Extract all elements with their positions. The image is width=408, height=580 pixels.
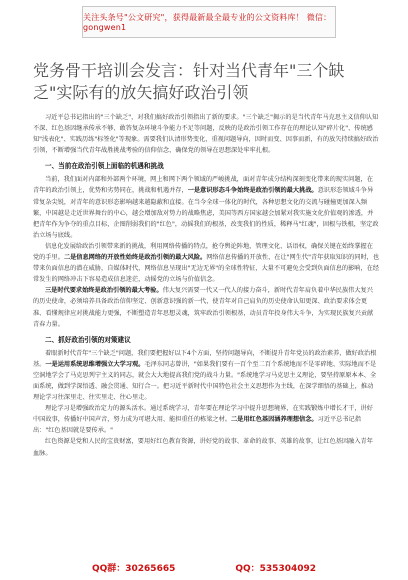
document-title: 党务骨干培训会发言：针对当代青年"三个缺乏"实际有的放矢搞好政治引领: [33, 61, 345, 102]
section-heading-1: 一、当前在政治引领上面临的机遇和挑战: [45, 162, 164, 171]
qq-text: QQ：535304092: [235, 563, 317, 574]
text-run: 伟大复兴需要一代又一代人的接力奋斗，新时代青年肩负着中华民族伟大复兴的历史使命，必须培养具备政治信仰坚定、创新意识强的新一代，使青年对自己肩负的历史使命认知更深、政治要求体会更准、看懂规律应对挑战能力更强，不断塑造青年思想灵魂，筑牢政治引领根基，动员青年投身伟大斗争，为实现民族复兴贡献青春力量。: [33, 287, 374, 328]
bold-run: 三是时代要求始终是政治引领的最大考验。: [45, 287, 163, 295]
section2-paragraph-2: [33, 403, 379, 436]
text-run: 毛泽东同志曾讲，"如果我们要有一百个至二百个系统地而不是零碎地、实际地而不是空洞地学会了马克思列宁主义的同志，就会大大地提高我们党的战斗力量。"系统地学习马克思主义理论，要坚持原原本本、全面系统，做到学深悟透、融会贯通、知行合一。把习近平新时代中国特色社会主义思想作为主线，在深学细悟的基础上，推动理论学习往深里走、往实里走、往心里走。: [33, 360, 377, 402]
document-body: [33, 112, 379, 459]
intro-paragraph: 习近平总书记指出的"三个缺乏"，对我们搞好政治引领指出了新的要求。"三个缺乏"揭示的是当代青年马克思主义信仰认知不深、红色基因继承传承不够、敢答复杂环境斗争能力不足等问题，反映的是政治引领工作存在的理论认知"碎片化"、传统感知"浅表化"、实践历练"标签化"等现象。需要我们认清形势变化，重视问题导向，因时而变、因事而新，有的放矢持续搞好政治引领，不断增强当代青年战胜挑战考验的信仰信念，确保党的领导在思想深处牢牢扎根。: [33, 114, 379, 155]
banner-text: 关注头条号"公文研究"，获得最新最全最专业的公文资料库！ 微信：gongwen1: [83, 13, 332, 32]
text-run: 习近平总书记指出："红色基因就是要传承。": [33, 416, 361, 435]
text-run: 着眼新时代青年"三个缺乏"问题，我们要把握好以下4个方面，坚持问题导向，不断提升青年党员的政治素养，做好政治根基。: [33, 349, 377, 368]
section1-paragraph-2: [33, 241, 379, 285]
text-run: 理论学习是增强政治定力的源头活水。通过系统学习，青年要在理论学习中提升思想境界，在实践锻炼中增长才干，讲好中国故事，传播好中国声音，努力成为可堪大用、能担重任的栋梁之材。: [33, 405, 373, 424]
bold-run: 一是运用系统思维增强立大学习观。: [45, 360, 145, 368]
footer-contacts: [0, 556, 408, 578]
bold-run: 二是用红色基因涵养理想信念。: [231, 416, 318, 424]
qq-group-text: QQ群：30265665: [91, 563, 176, 574]
section1-paragraph-1: [33, 174, 379, 241]
section1-paragraph-3: [33, 285, 379, 329]
bold-run: 一是意识形态斗争始终是政治引领的最大挑战。: [187, 187, 318, 195]
bold-run: 二是信息网络的开放性始终是政治引领的最大风险。: [63, 254, 207, 262]
text-run: 当前，我们面对内部和外部两个环境，网上和网下两个领域的严峻挑战，面对青年成分结构深刻变化带来的现实问题，在青年的政治引领上，优势和劣势同在，挑战和机遇并存，: [33, 176, 373, 195]
text-run: 网络信息传播的开放性，在让"网生代"青年获取知识的同时，也带来负面信息的潜在威胁，自媒体时代，网络信息呈现出"无边无界"的全球性特征，大量不可避免会受到负面信息的影响，在经常发生的网络冲击下容易造成信息迷茫，动摇党的立场与价值信念。: [33, 254, 380, 284]
section2-paragraph-1: [33, 348, 379, 403]
section-heading-2: 二、抓好政治引领的对策建议: [45, 335, 131, 344]
text-run: 意识形态领域斗争异常复杂尖锐，对青年的意识形态影响越来越隐蔽和直接。在当今全球一体化的时代，各种思想文化的交流与碰撞更加深入频繁，中国越是走近世界舞台的中心，越会增加敌对势力的战略焦虑，美国等西方国家越会加紧对我实施文化价值观的渗透，并把青年作为争夺的重点目标，企图削弱我们的"红色"，动摇我们的根基，改变我们的性质，稀释马"红魂"，固根与铁根，坚定政治立场与底线。: [33, 187, 379, 239]
section2-paragraph-3: 红色资源是党和人民的宝贵财富，要用好红色教育资源，讲好党的故事、革命的故事、英雄的故事，让红色基因融入青年血脉。: [33, 438, 373, 457]
text-run: 信息化发展给政治引领带来新的挑战，利用网络传播的特点，抢夺舆论阵地，管理文化、话语权，确保关键在始终掌握在党的手里。: [33, 242, 373, 262]
promo-banner: [82, 6, 336, 38]
